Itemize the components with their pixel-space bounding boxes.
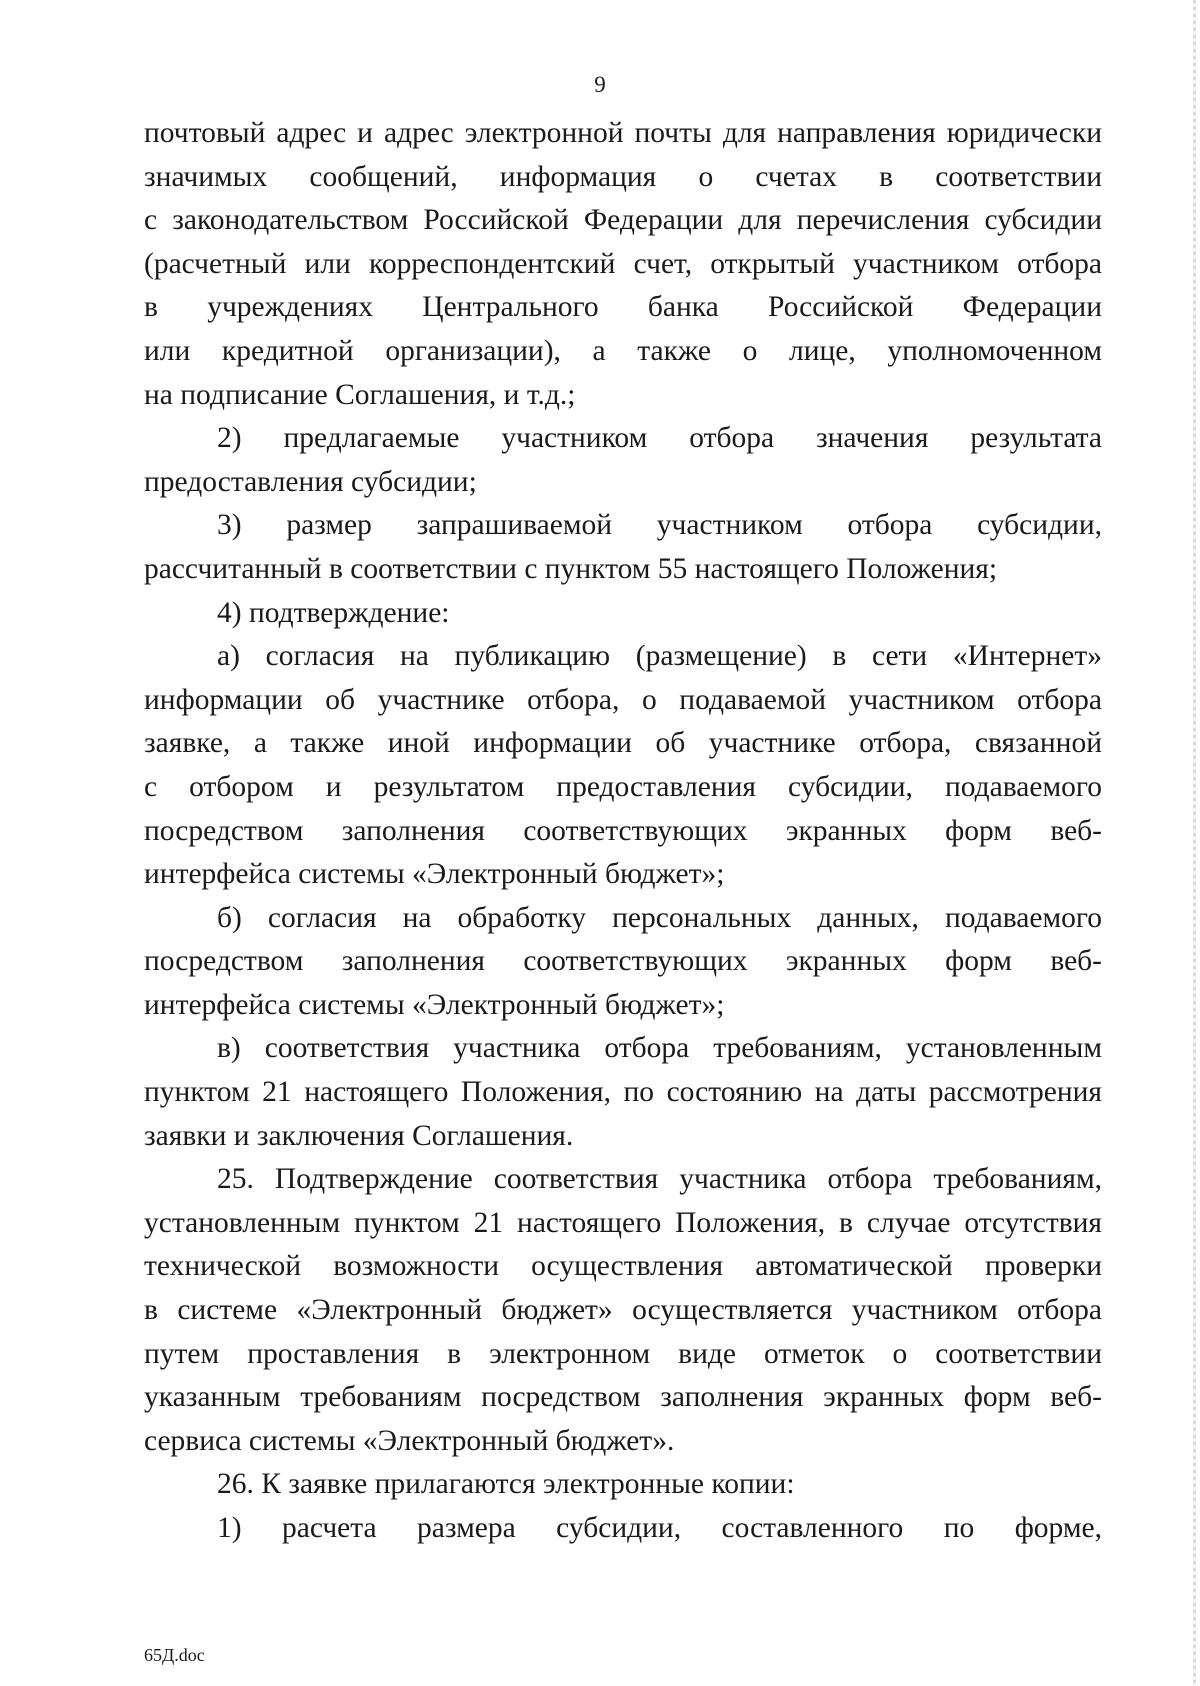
text-line: рассчитанный в соответствии с пунктом 55 настоящего Положения; bbox=[144, 552, 998, 585]
text-line: интерфейса системы «Электронный бюджет»; bbox=[144, 988, 725, 1021]
text-line: указанным требованиям посредством заполнения экранных форм веб- bbox=[144, 1381, 1102, 1414]
text-line: посредством заполнения соответствующих экранных форм веб- bbox=[144, 945, 1102, 978]
text-line: 26. К заявке прилагаются электронные копии: bbox=[217, 1468, 795, 1501]
text-line: заявке, а также иной информации об участнике отбора, связанной bbox=[144, 727, 1102, 760]
text-line: (расчетный или корреспондентский счет, открытый участником отбора bbox=[144, 247, 1102, 280]
text-line: в учреждениях Центрального банка Российской Федерации bbox=[144, 291, 1102, 324]
text-line: значимых сообщений, информация о счетах в соответствии bbox=[144, 160, 1102, 193]
text-line: в системе «Электронный бюджет» осуществляется участником отбора bbox=[144, 1294, 1102, 1327]
text-line: сервиса системы «Электронный бюджет». bbox=[144, 1424, 675, 1457]
text-line: 4) подтверждение: bbox=[217, 596, 450, 629]
text-line: 2) предлагаемые участником отбора значения результата bbox=[217, 422, 1102, 455]
text-line: 3) размер запрашиваемой участником отбора субсидии, bbox=[217, 509, 1102, 542]
text-line: технической возможности осуществления автоматической проверки bbox=[144, 1250, 1102, 1283]
scan-edge bbox=[1193, 0, 1196, 1686]
text-line: с законодательством Российской Федерации для перечисления субсидии bbox=[144, 204, 1102, 237]
text-line: информации об участнике отбора, о подаваемой участником отбора bbox=[144, 683, 1102, 716]
text-line: в) соответствия участника отбора требованиям, установленным bbox=[217, 1032, 1102, 1065]
text-line: а) согласия на публикацию (размещение) в сети «Интернет» bbox=[217, 640, 1102, 673]
text-line: б) согласия на обработку персональных данных, подаваемого bbox=[217, 901, 1102, 934]
text-line: 1) расчета размера субсидии, составленного по форме, bbox=[217, 1512, 1102, 1544]
text-line: предоставления субсидии; bbox=[144, 465, 477, 498]
text-line: с отбором и результатом предоставления субсидии, подаваемого bbox=[144, 770, 1102, 803]
text-line: или кредитной организации), а также о лице, уполномоченном bbox=[144, 334, 1102, 367]
document-body bbox=[144, 112, 1102, 1551]
footer-filename: 65Д.doc bbox=[144, 1645, 205, 1665]
text-line: посредством заполнения соответствующих экранных форм веб- bbox=[144, 814, 1102, 847]
page-number: 9 bbox=[594, 72, 606, 97]
text-line: путем проставления в электронном виде отметок о соответствии bbox=[144, 1337, 1102, 1370]
text-line: интерфейса системы «Электронный бюджет»; bbox=[144, 858, 725, 891]
text-line: на подписание Соглашения, и т.д.; bbox=[144, 378, 576, 411]
text-line: почтовый адрес и адрес электронной почты для направления юридически bbox=[144, 117, 1102, 149]
text-line: 25. Подтверждение соответствия участника отбора требованиям, bbox=[217, 1163, 1102, 1196]
text-line: заявки и заключения Соглашения. bbox=[144, 1119, 574, 1152]
text-line: пунктом 21 настоящего Положения, по состоянию на даты рассмотрения bbox=[144, 1076, 1102, 1109]
text-line: установленным пунктом 21 настоящего Положения, в случае отсутствия bbox=[144, 1206, 1102, 1239]
